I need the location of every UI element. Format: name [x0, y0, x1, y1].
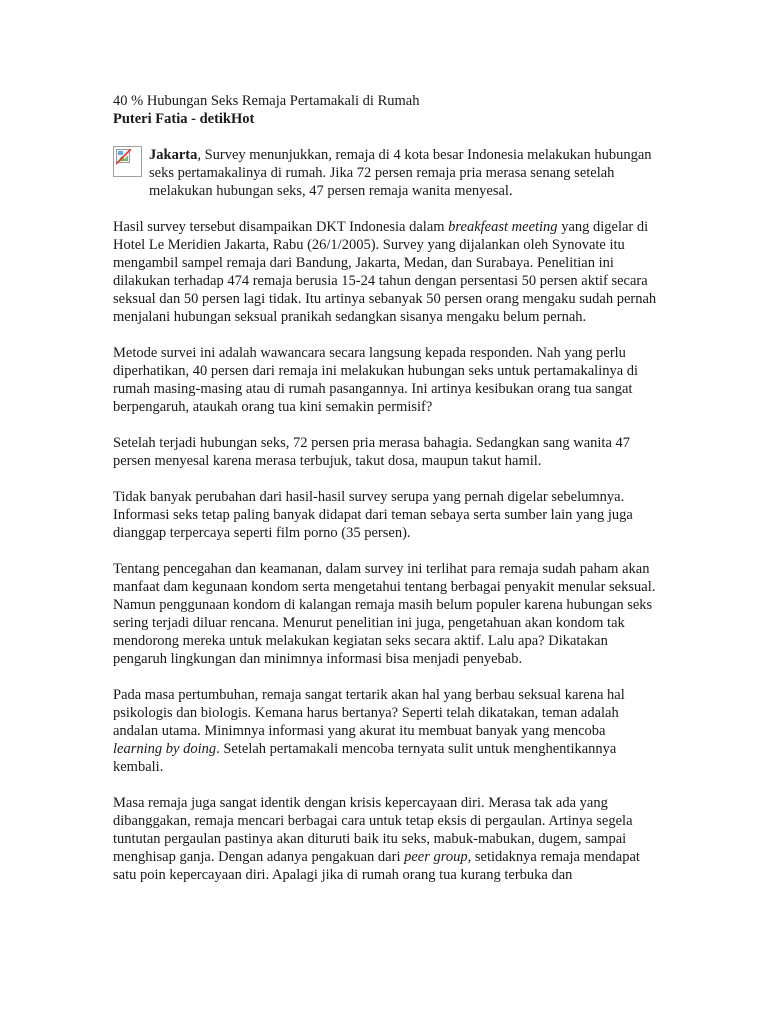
paragraph-5: Tentang pencegahan dan keamanan, dalam survey ini terlihat para remaja sudah paham akan manfaat dam kegunaan kondom serta mengetahui tentang berbagai penyakit menular seksual. Namun penggunaan kondom di kalangan remaja masih belum populer karena hubungan seks sering terjadi diluar rencana. Menurut penelitian ini juga, pengetahuan akan kondom tak mendorong mereka untuk melakukan kegiatan seks secara aktif. Lalu apa? Dikatakan pengaruh lingkungan dan minimnya informasi bisa menjadi penyebab. [113, 561, 656, 667]
paragraph-2: Metode survei ini adalah wawancara secara langsung kepada responden. Nah yang perlu diperhatikan, 40 persen dari remaja ini melakukan hubungan seks untuk pertamakalinya di rumah masing-masing atau di rumah pasangannya. Ini artinya kesibukan orang tua sangat berpengaruh, ataukah orang tua kini semakin permisif? [113, 345, 639, 415]
paragraph-1-text-b: yang digelar di Hotel Le Meridien Jakarta, Rabu (26/1/2005). Survey yang dijalankan oleh Synovate itu mengambil sampel remaja dari Bandung, Jakarta, Medan, dan Surabaya. Penelitian ini dilakukan terhadap 474 remaja berusia 15-24 tahun dengan persentasi 50 persen aktif secara seksual dan 50 persen lagi tidak. Itu artinya sebanyak 50 persen orang mengaku sudah pernah menjalani hubungan seksual pranikah sedangkan sisanya mengaku belum pernah. [113, 219, 657, 325]
lead-paragraph [113, 146, 658, 200]
paragraph-6-text-b: . Setelah pertamakali mencoba ternyata sulit untuk menghentikannya kembali. [113, 741, 617, 775]
article-headline: 40 % Hubungan Seks Remaja Pertamakali di Rumah [113, 93, 420, 109]
paragraph-7 [113, 794, 658, 884]
paragraph-7-emphasis: peer group [404, 849, 468, 865]
paragraph-6-text-a: Pada masa pertumbuhan, remaja sangat tertarik akan hal yang berbau seksual karena hal psikologis dan biologis. Kemana harus bertanya? Seperti telah dikatakan, teman adalah andalan utama. Minimnya informasi yang akurat itu membuat banyak yang mencoba [113, 687, 625, 739]
paragraph-3: Setelah terjadi hubungan seks, 72 persen pria merasa bahagia. Sedangkan sang wanita 47 persen menyesal karena merasa terbujuk, takut dosa, maupun takut hamil. [113, 435, 631, 469]
broken-image-icon [113, 146, 142, 177]
lead-dateline: Jakarta [149, 147, 198, 163]
paragraph-7-text-a: Masa remaja juga sangat identik dengan krisis kepercayaan diri. Merasa tak ada yang dibanggakan, remaja mencari berbagai cara untuk tetap eksis di pergaulan. Artinya segela tuntutan pergaulan pastinya akan dituruti baik itu seks, mabuk-mabukan, dugem, sampai menghisap ganja. Dengan adanya pengakuan dari [113, 795, 633, 865]
article-byline: Puteri Fatia - detikHot [113, 111, 255, 127]
lead-body: , Survey menunjukkan, remaja di 4 kota besar Indonesia melakukan hubungan seks pertamakalinya di rumah. Jika 72 persen remaja pria merasa senang setelah melakukan hubungan seks, 47 persen remaja wanita menyesal. [149, 147, 652, 199]
paragraph-4: Tidak banyak perubahan dari hasil-hasil survey serupa yang pernah digelar sebelumnya. Informasi seks tetap paling banyak didapat dari teman sebaya serta sumber lain yang juga dianggap terpercaya seperti film porno (35 persen). [113, 489, 633, 541]
paragraph-7-text-b: , setidaknya remaja mendapat satu poin kepercayaan diri. Apalagi jika di rumah orang tua kurang terbuka dan [113, 849, 640, 883]
paragraph-6 [113, 686, 658, 776]
paragraph-6-emphasis: learning by doing [113, 741, 217, 757]
paragraph-1 [113, 218, 658, 326]
lead-text [149, 146, 658, 200]
paragraph-1-text-a: Hasil survey tersebut disampaikan DKT Indonesia dalam [113, 219, 449, 235]
paragraph-1-emphasis: breakfeast meeting [448, 219, 558, 235]
article [113, 92, 658, 884]
